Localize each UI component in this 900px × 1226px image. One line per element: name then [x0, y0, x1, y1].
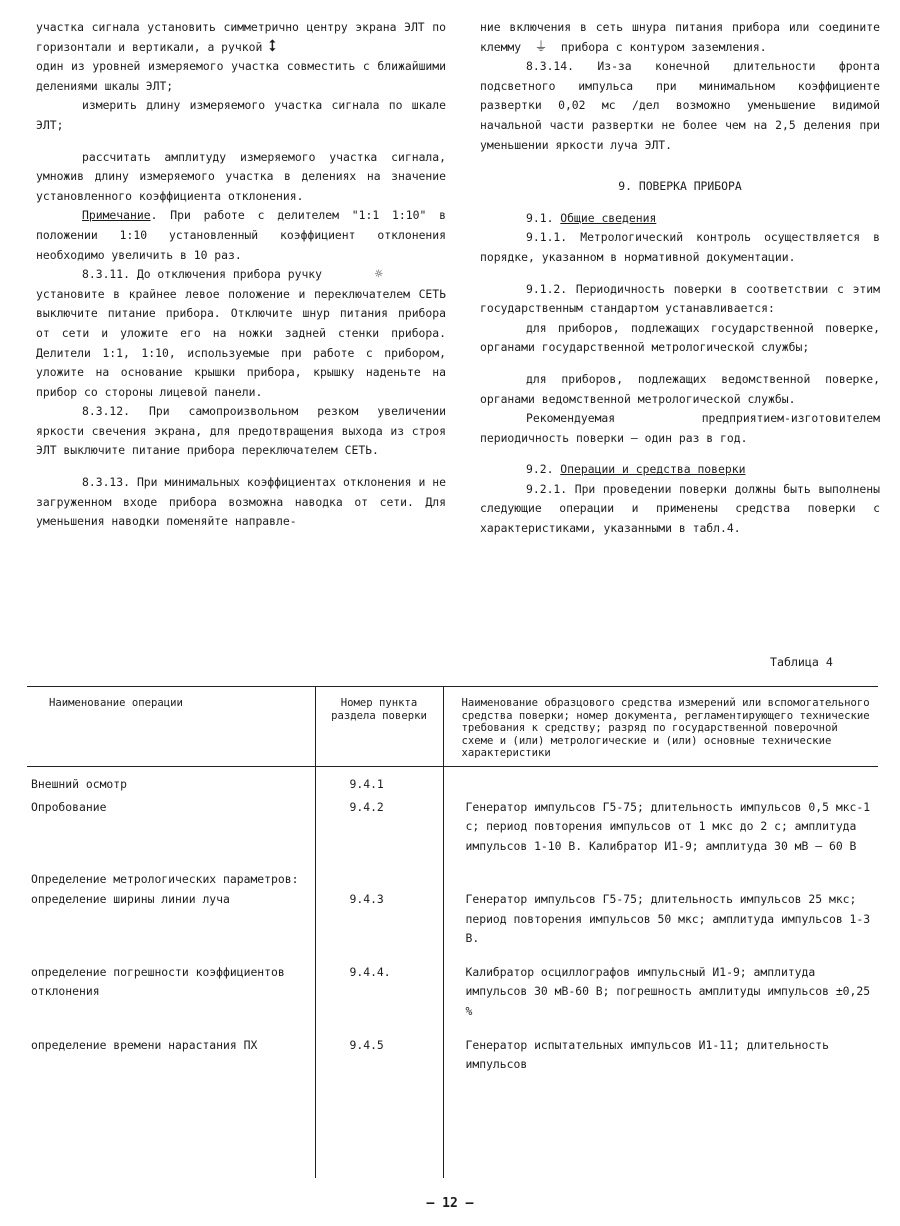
heading-9-2-title: Операции и средства поверки — [560, 462, 746, 477]
operation-cell: Внешний осмотр — [31, 776, 128, 791]
means-cell — [443, 766, 878, 797]
heading-9-1-number: 9.1. — [526, 210, 561, 225]
operation-cell: определение ширины линии луча — [31, 891, 230, 906]
heading-9-verification: 9. ПОВЕРКА ПРИБОРА — [618, 179, 742, 194]
item-number-cell: 9.4.5 — [315, 1036, 443, 1179]
means-cell: Генератор импульсов Г5-75; длительность импульсов 0,5 мкс-1 с; период повторения импульсов от 1 мкс до 2 с; амплитуда импульсов 1-10 В. Калибратор И1-9; амплитуда 30 мВ – 60 В — [465, 799, 871, 853]
table-4 — [27, 686, 878, 1178]
operation-cell: Опробование — [31, 799, 107, 814]
column-header-operation: Наименование операции — [27, 687, 315, 767]
section-9-1-1: 9.1.1. Метрологический контроль осуществляется в порядке, указанном в нормативной документации. — [480, 230, 880, 264]
means-cell — [443, 870, 878, 890]
item-number-cell: 9.4.4. — [315, 963, 443, 1036]
operation-cell: определение времени нарастания ПХ — [31, 1037, 258, 1052]
section-8-3-13-continued-b: прибора с контуром заземления. — [560, 39, 767, 54]
section-9-2-1: 9.2.1. При проведении поверки должны быть выполнены следующие операции и применены средства поверки с характеристиками, указанными в табл.4. — [480, 481, 880, 536]
operation-cell: определение погрешности коэффициентов отклонения — [31, 964, 285, 999]
section-8-3-11-body: установите в крайнее левое положение и переключателем СЕТЬ выключите питание прибора. Отключите шнур питания прибора от сети и уложите его на ножки задней стенки прибора. Делители 1:1, 1:10, используемые при работе с прибором, уложите на основание крышки прибора, крышку наденьте на прибор со стороны лицевой панели. — [36, 286, 446, 399]
item-number-cell: 9.4.1 — [315, 766, 443, 797]
item-number-cell — [315, 870, 443, 890]
paragraph-measure-length: измерить длину измеряемого участка сигнала по шкале ЭЛТ; — [36, 98, 446, 132]
section-9-1-2: 9.1.2. Периодичность поверки в соответствии с этим государственным стандартом устанавливается: — [480, 281, 880, 316]
section-8-3-14: 8.3.14. Из-за конечной длительности фронта подсветного импульса при минимальном коэффициенте развертки 0,02 мс /дел возможно уменьшение видимой начальной части развертки не более чем на 2,5 деления при уменьшении яркости луча ЭЛТ. — [480, 59, 880, 152]
paragraph-recommended-period: Рекомендуемая предприятием-изготовителем периодичность поверки – один раз в год. — [480, 411, 880, 445]
note-paragraph — [36, 206, 446, 265]
table-row — [27, 870, 878, 890]
brightness-knob-icon: ☼ — [374, 267, 383, 283]
column-header-item-number: Номер пункта раздела поверки — [315, 687, 443, 767]
list-item-state-verification: для приборов, подлежащих государственной поверке, органами государственной метрологической службы; — [480, 320, 880, 355]
ground-terminal-icon: ⏚ — [534, 39, 548, 55]
operation-cell: Определение метрологических параметров: — [31, 872, 299, 887]
heading-9-2 — [480, 460, 880, 480]
note-label: Примечание — [82, 208, 151, 223]
means-cell: Генератор импульсов Г5-75; длительность импульсов 25 мкс; период повторения импульсов 50 мкс; амплитуда импульсов 1-3 В. — [465, 891, 871, 946]
page-number: – 12 – — [426, 1196, 474, 1211]
right-column — [480, 18, 880, 539]
item-number-cell: 9.4.3 — [315, 890, 443, 963]
note-text: . При работе с делителем "1:1 1:10" в положении 1:10 установленный коэффициент отклонения необходимо увеличить в 10 раз. — [36, 208, 446, 262]
means-cell: Калибратор осциллографов импульсный И1-9; амплитуда импульсов 30 мВ-60 В; погрешность амплитуды импульсов ±0,25 % — [465, 964, 871, 1018]
left-column — [36, 18, 446, 532]
table-caption: Таблица 4 — [770, 655, 833, 669]
section-8-3-13: 8.3.13. При минимальных коэффициентах отклонения и не загруженном входе прибора возможна наводка от сети. Для уменьшения наводки поменяйте направле- — [36, 475, 446, 529]
vertical-arrow-knob-icon: ⭥ — [267, 35, 277, 55]
column-header-verification-means: Наименование образцового средства измерений или вспомогательного средства поверки; номер документа, регламентирующего технические требования к средству; разряд по государственной поверочной схеме и (или) метрологические и (или) основные технические характеристики — [443, 687, 878, 767]
heading-9-2-number: 9.2. — [526, 462, 561, 477]
heading-9-1 — [480, 209, 880, 229]
heading-9-1-title: Общие сведения — [560, 210, 657, 225]
table-row — [27, 766, 878, 797]
list-item-departmental-verification: для приборов, подлежащих ведомственной поверке, органами ведомственной метрологической службы. — [480, 371, 880, 406]
section-8-3-12: 8.3.12. При самопроизвольном резком увеличении яркости свечения экрана, для предотвращения выхода из строя ЭЛТ выключите питание прибора переключателем СЕТЬ. — [36, 404, 446, 458]
table-row — [27, 890, 878, 963]
section-8-3-11-lead: 8.3.11. До отключения прибора ручку — [82, 267, 323, 282]
item-number-cell: 9.4.2 — [315, 798, 443, 871]
paragraph-8-3-10-continued-b: один из уровней измеряемого участка совместить с ближайшими делениями шкалы ЭЛТ; — [36, 59, 446, 93]
table-row — [27, 798, 878, 871]
table-row — [27, 1036, 878, 1179]
paragraph-8-3-10-continued: участка сигнала установить симметрично центру экрана ЭЛТ по горизонтали и вертикали, а ручкой — [36, 20, 446, 54]
means-cell: Генератор испытательных импульсов И1-11; длительность импульсов — [465, 1037, 829, 1072]
paragraph-calc-amplitude: рассчитать амплитуду измеряемого участка сигнала, умножив длину измеряемого участка в делениях на значение установленного коэффициента отклонения. — [36, 149, 446, 203]
table-header-row — [27, 687, 878, 767]
section-8-3-13-continued: ние включения в сеть шнура питания прибора или соедините клемму — [480, 20, 880, 54]
table-row — [27, 963, 878, 1036]
